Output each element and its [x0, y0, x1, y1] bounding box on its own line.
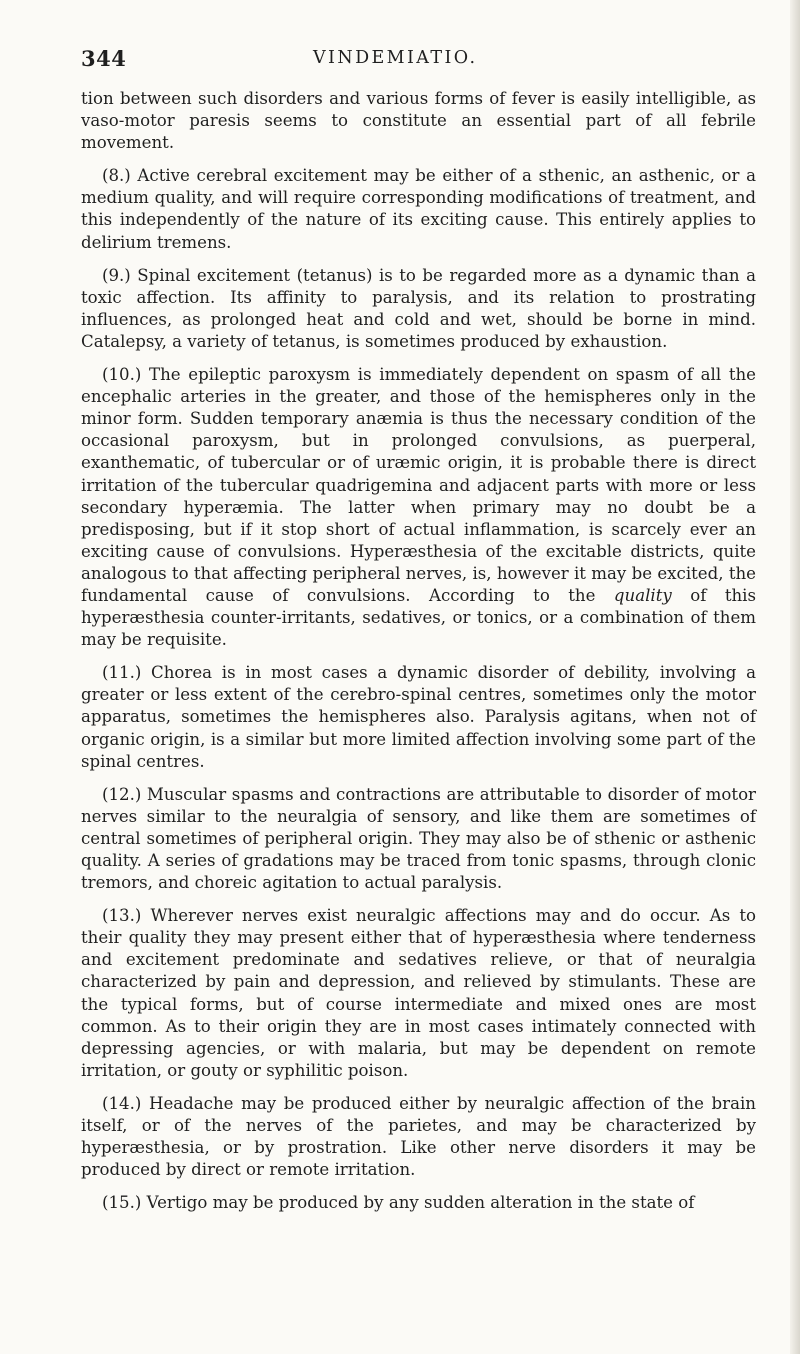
- page-body: [81, 88, 756, 1214]
- paragraph-text: (8.) Active cerebral excitement may be either of a sthenic, an asthenic, or a medium quality, and will require corresponding modifications of treatment, and this independently of the nature of its exciting cause. This entirely applies to delirium tremens.: [81, 166, 756, 252]
- paragraph-text: (15.) Vertigo may be produced by any sudden alteration in the state of: [102, 1193, 695, 1213]
- paragraph-14: [81, 1093, 756, 1181]
- paragraph-text-after: of this hyperæsthesia counter-irritants, sedatives, or tonics, or a combination of them may be requisite.: [81, 585, 756, 650]
- paragraph-text: (13.) Wherever nerves exist neuralgic affections may and do occur. As to their quality they may present either that of hyperæsthesia where tenderness and excitement predominate and sedatives relieve, or that of neuralgia characterized by pain and depression, and relieved by stimulants. These are the typical forms, but of course intermediate and mixed ones are most common. As to their origin they are in most cases intimately connected with depressing agencies, or with malaria, but may be dependent on remote irritation, or gouty or syphilitic poison.: [81, 906, 756, 1080]
- paragraph-8: [81, 165, 756, 253]
- paragraph-text: (14.) Headache may be produced either by neuralgic affection of the brain itself, or of the nerves of the parietes, and may be characterized by hyperæsthesia, or by prostration. Like other nerve disorders it may be produced by direct or remote irritation.: [81, 1093, 756, 1180]
- paragraph-15: [81, 1192, 756, 1214]
- running-title: VINDEMIATIO.: [313, 48, 478, 68]
- paragraph-continuation: [81, 88, 756, 154]
- paragraph-12: [81, 784, 756, 894]
- paragraph-9: [81, 265, 756, 353]
- page-number: 344: [81, 46, 127, 71]
- page-edge-shadow: [790, 0, 800, 1354]
- paragraph-10: [81, 364, 756, 651]
- paragraph-text: (12.) Muscular spasms and contractions are attributable to disorder of motor nerves similar to the neuralgia of sensory, and like them are sometimes of central sometimes of peripheral origin. They may also be of sthenic or asthenic quality. A series of gradations may be traced from tonic spasms, through clonic tremors, and choreic agitation to actual paralysis.: [81, 784, 756, 893]
- paragraph-11: [81, 662, 756, 772]
- paragraph-text: tion between such disorders and various forms of fever is easily intelligible, as vaso-motor paresis seems to constitute an essential part of all febrile movement.: [81, 89, 756, 153]
- paragraph-text: (9.) Spinal excitement (tetanus) is to be regarded more as a dynamic than a toxic affection. Its affinity to paralysis, and its relation to prostrating influences, as prolonged heat and cold and wet, should be borne in mind. Catalepsy, a variety of tetanus, is sometimes produced by exhaustion.: [81, 265, 756, 351]
- emphasis-quality: quality: [613, 585, 672, 605]
- paragraph-13: [81, 905, 756, 1082]
- paragraph-text: (11.) Chorea is in most cases a dynamic disorder of debility, involving a greater or less extent of the cerebro-spinal centres, sometimes only the motor apparatus, sometimes the hemispheres also. Paralysis agitans, when not of organic origin, is a similar but more limited affection involving some part of the spinal centres.: [81, 663, 756, 771]
- page-header: [81, 46, 756, 76]
- paragraph-text: (10.) The epileptic paroxysm is immediately dependent on spasm of all the encephalic arteries in the greater, and those of the hemispheres only in the minor form. Sudden temporary anæmia is thus the necessary condition of the occasional paroxysm, but in prolonged convulsions, as puerperal, exanthematic, of tubercular or of uræmic origin, it is probable there is direct irritation of the tubercular quadrigemina and adjacent parts with more or less secondary hyperæmia. The latter when primary may no doubt be a predisposing, but if it stop short of actual inflammation, is scarcely ever an exciting cause of convulsions. Hyperæsthesia of the excitable districts, quite analogous to that affecting peripheral nerves, is, however it may be excited, the fundamental cause of convulsions. According to the: [81, 365, 756, 605]
